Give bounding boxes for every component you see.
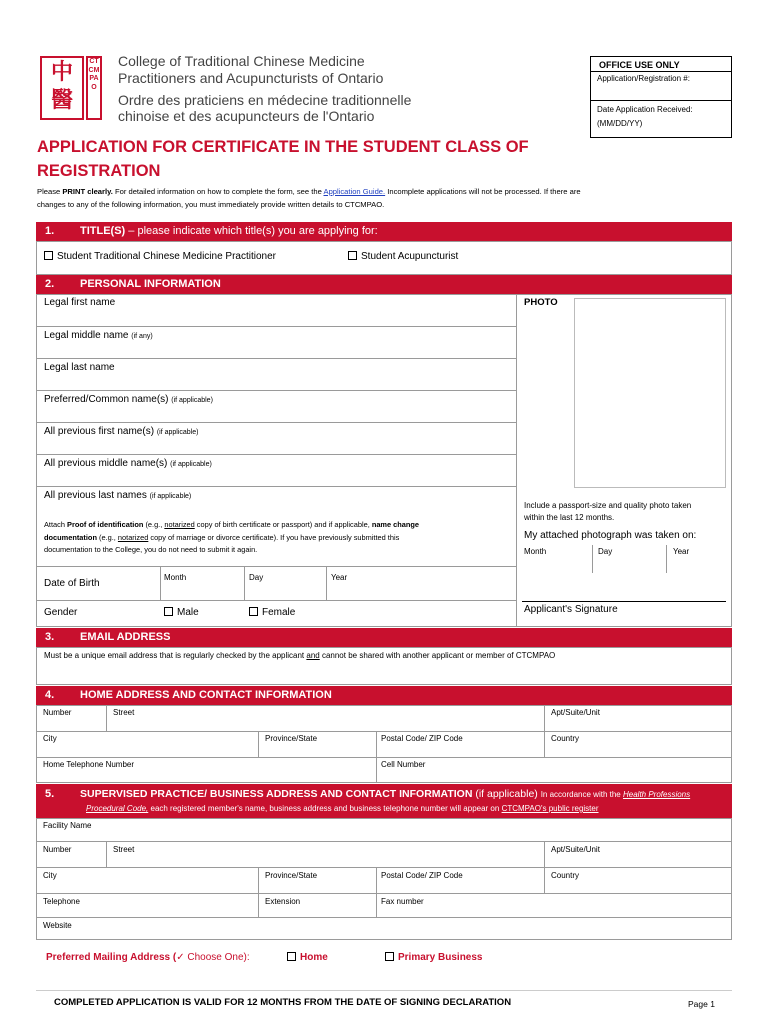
mailing-business-option[interactable]: Primary Business [385,952,483,963]
section-1-header: 1. TITLE(S) – please indicate which title(s) you are applying for: [36,222,732,241]
previous-last-name-label: All previous last names (if applicable) [44,490,192,501]
business-street-label: Street [113,845,135,854]
business-apt-label: Apt/Suite/Unit [551,845,600,854]
office-use-box [590,56,732,138]
office-app-reg-label: Application/Registration #: [597,74,690,83]
form-title-line2: REGISTRATION [37,162,161,180]
validity-notice: COMPLETED APPLICATION IS VALID FOR 12 MONTHS FROM THE DATE OF SIGNING DECLARATION [54,997,512,1008]
office-use-title: OFFICE USE ONLY [599,60,680,70]
applicant-signature-label: Applicant's Signature [524,604,618,615]
business-extension-label: Extension [265,897,301,906]
home-city-input[interactable] [38,744,256,756]
legal-first-name-label: Legal first name [44,297,116,308]
previous-middle-name-label: All previous middle name(s) (if applicable) [44,458,212,469]
home-phone-input[interactable] [38,770,374,782]
legal-last-name-field[interactable] [160,360,510,388]
gender-female-option[interactable]: Female [249,607,295,618]
business-number-label: Number [43,845,72,854]
home-country-label: Country [551,734,580,743]
intro-text: Please PRINT clearly. For detailed information on how to complete the form, see the Application Guide. Incomplete applications will not be processed. If there are changes to any of the following information, you must immediately provide written details to CTCMPAO. [37,187,581,209]
checkbox-icon[interactable] [164,607,173,616]
email-input[interactable] [43,663,725,682]
photo-day-label: Day [598,547,613,556]
business-facility-input[interactable] [38,830,730,840]
home-postal-label: Postal Code/ ZIP Code [381,734,463,743]
college-name-en-1: College of Traditional Chinese Medicine [118,53,365,69]
logo-vertical-text: CTCMPAO [86,56,102,120]
section-5-header: 5. SUPERVISED PRACTICE/ BUSINESS ADDRESS AND CONTACT INFORMATION (if applicable) In accordance with the Health Professions Procedural Code, each registered member's name, business address and business telephone number will appear on CTCMPAO's public register [36,784,732,818]
photo-note: Include a passport-size and quality photo taken within the last 12 months. [524,501,692,522]
office-date-label: Date Application Received: [597,105,693,114]
email-note: Must be a unique email address that is regularly checked by the applicant and cannot be shared with another applicant or member of CTCMPAO [44,651,556,660]
gender-label: Gender [44,607,78,618]
business-province-label: Province/State [265,871,318,880]
section-3-header: 3. EMAIL ADDRESS [36,628,732,647]
home-number-input[interactable] [38,718,104,730]
preferred-mailing-row: Preferred Mailing Address (✓ Choose One): [46,952,250,963]
photo-month-label: Month [524,547,547,556]
home-phone-label: Home Telephone Number [43,760,135,769]
title-option-acupuncturist[interactable]: Student Acupuncturist [348,251,458,262]
business-city-label: City [43,871,57,880]
home-cell-label: Cell Number [381,760,426,769]
college-logo [40,56,104,122]
section-4-header: 4. HOME ADDRESS AND CONTACT INFORMATION [36,686,732,705]
checkmark-icon: ✓ [176,952,185,963]
college-name-fr-1: Ordre des praticiens en médecine traditionnelle [118,92,412,108]
previous-first-name-field[interactable] [260,424,510,452]
previous-middle-name-field[interactable] [260,456,510,484]
business-facility-label: Facility Name [43,821,92,830]
dob-month-field[interactable] [162,584,242,598]
checkbox-icon[interactable] [249,607,258,616]
business-fax-label: Fax number [381,897,424,906]
application-guide-link[interactable]: Application Guide. [323,187,386,196]
previous-last-name-field[interactable] [260,488,510,512]
logo-seal-icon: 中醫 [40,56,84,120]
checkbox-icon[interactable] [348,251,357,260]
home-cell-input[interactable] [378,770,730,782]
gender-male-option[interactable]: Male [164,607,199,618]
business-postal-label: Postal Code/ ZIP Code [381,871,463,880]
home-city-label: City [43,734,57,743]
home-street-input[interactable] [108,718,542,730]
home-apt-input[interactable] [546,718,730,730]
business-country-label: Country [551,871,580,880]
photo-taken-label: My attached photograph was taken on: [524,530,697,541]
office-date-format: (MM/DD/YY) [597,119,643,128]
preferred-name-field[interactable] [260,392,510,420]
home-apt-label: Apt/Suite/Unit [551,708,600,717]
previous-first-name-label: All previous first name(s) (if applicable) [44,426,199,437]
signature-line[interactable] [522,601,726,602]
page-number: Page 1 [688,999,715,1009]
title-option-tcm[interactable]: Student Traditional Chinese Medicine Practitioner [44,251,276,262]
business-telephone-label: Telephone [43,897,80,906]
proof-of-id-instructions: Attach Proof of identification (e.g., notarized copy of birth certificate or passport) and if applicable, name change documentation (e.g., notarized copy of marriage or divorce certificate). If you have previously submitted this documentation to the College, you do not need to submit it again. [44,520,420,554]
preferred-name-label: Preferred/Common name(s) (if applicable) [44,394,213,405]
dob-day-field[interactable] [246,584,324,598]
dob-year-label: Year [331,573,348,582]
legal-middle-name-label: Legal middle name (if any) [44,330,153,341]
business-website-input[interactable] [38,930,730,939]
dob-day-label: Day [249,573,264,582]
form-title-line1: APPLICATION FOR CERTIFICATE IN THE STUDENT CLASS OF [37,138,529,156]
college-name-fr-2: chinoise et des acupuncteurs de l'Ontario [118,108,375,124]
photo-label: PHOTO [524,297,558,308]
home-number-label: Number [43,708,72,717]
legal-first-name-field[interactable] [160,296,510,324]
checkbox-icon[interactable] [385,952,394,961]
college-name-en-2: Practitioners and Acupuncturists of Ontario [118,70,384,86]
checkbox-icon[interactable] [287,952,296,961]
section-2-header: 2. PERSONAL INFORMATION [36,275,732,294]
dob-year-field[interactable] [328,584,514,598]
mailing-home-option[interactable]: Home [287,952,328,963]
photo-frame[interactable] [574,298,726,488]
dob-month-label: Month [164,573,187,582]
checkbox-icon[interactable] [44,251,53,260]
section-3-body [36,647,732,685]
legal-last-name-label: Legal last name [44,362,115,373]
business-website-label: Website [43,921,72,930]
legal-middle-name-field[interactable] [200,328,510,356]
photo-year-label: Year [673,547,690,556]
home-province-label: Province/State [265,734,318,743]
date-of-birth-label: Date of Birth [44,578,100,589]
section-1-body [36,241,732,275]
home-street-label: Street [113,708,135,717]
